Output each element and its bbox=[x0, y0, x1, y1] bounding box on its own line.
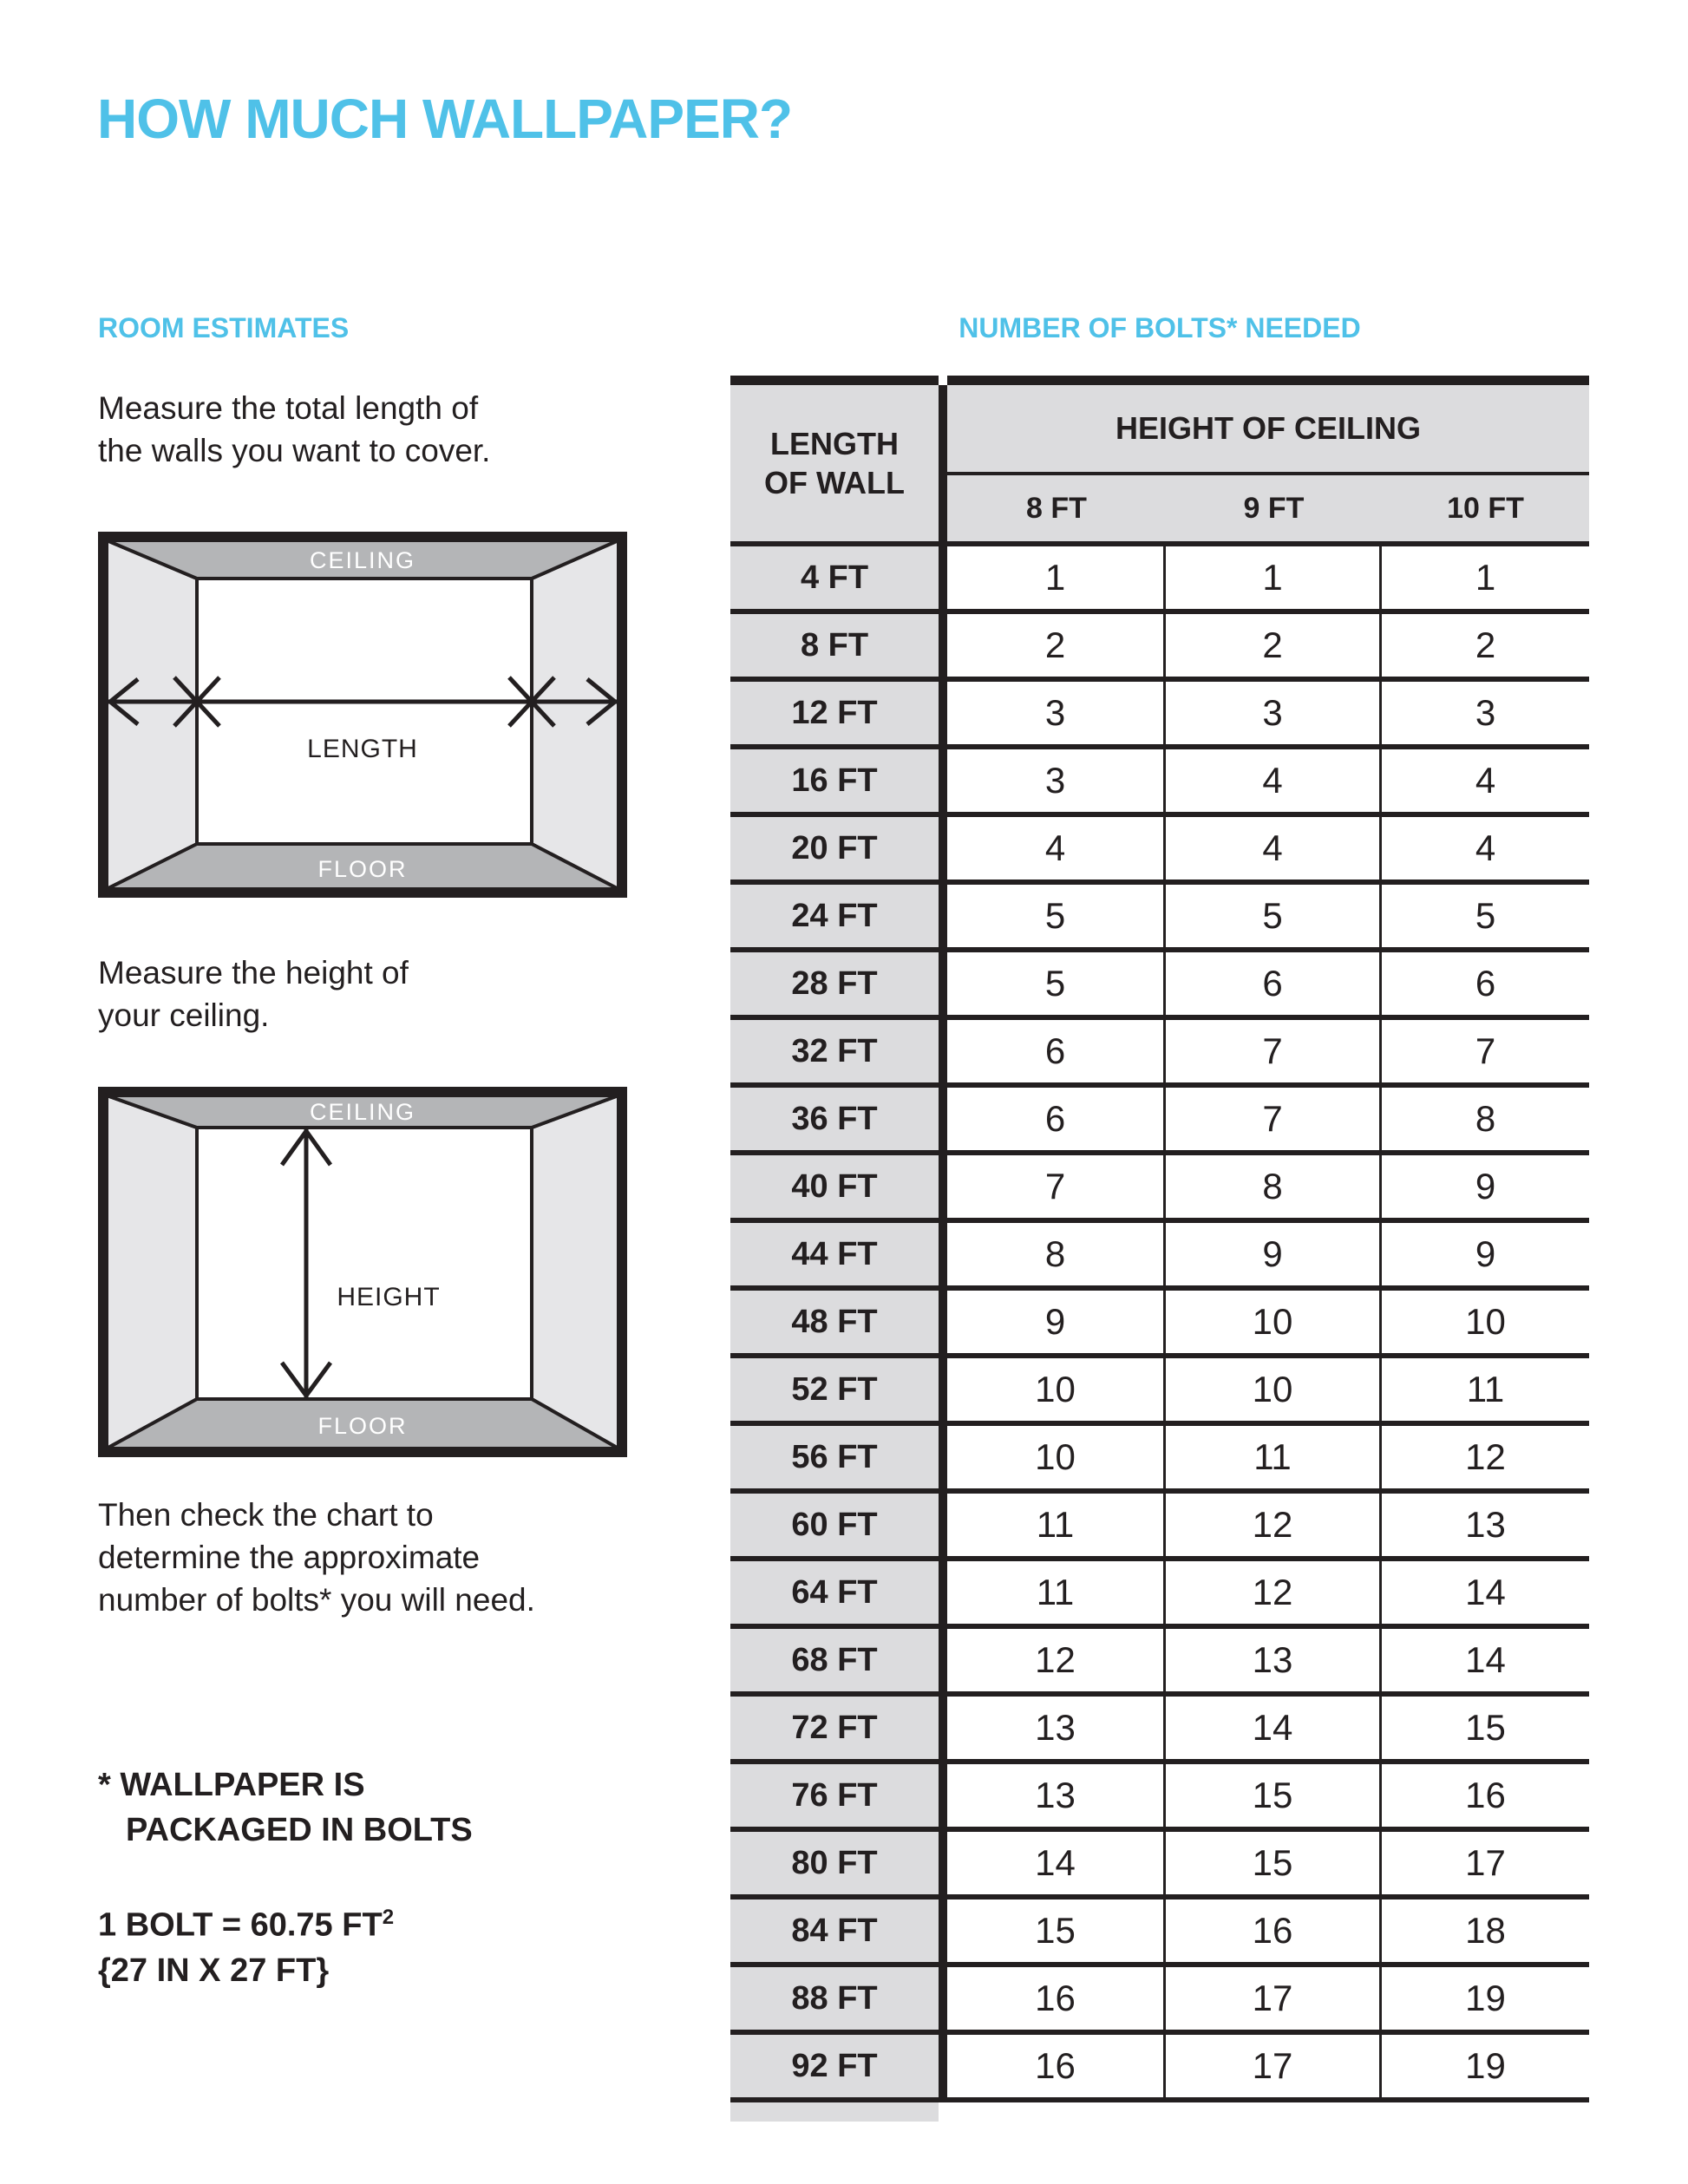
bolts-9ft-value: 5 bbox=[1166, 885, 1382, 947]
height-of-ceiling-label: HEIGHT OF CEILING bbox=[1115, 410, 1421, 446]
column-header-10ft: 10 FT bbox=[1447, 491, 1524, 525]
table-row bbox=[730, 1832, 1589, 1900]
bolts-9ft-value: 7 bbox=[1166, 1020, 1382, 1082]
room-length-diagram bbox=[98, 532, 627, 898]
ceiling-height-columns bbox=[947, 475, 1589, 541]
row-label: 60 FT bbox=[730, 1494, 947, 1556]
table-row bbox=[730, 1629, 1589, 1697]
bolts-8ft-value: 14 bbox=[947, 1832, 1166, 1894]
bolts-10ft-value: 2 bbox=[1475, 624, 1496, 665]
page-title: HOW MUCH WALLPAPER? bbox=[97, 88, 793, 150]
row-label: 64 FT bbox=[730, 1561, 947, 1624]
bolts-9ft-value: 2 bbox=[1166, 614, 1382, 677]
row-label: 56 FT bbox=[730, 1426, 947, 1488]
floor-label: FLOOR bbox=[317, 856, 408, 882]
row-label: 80 FT bbox=[730, 1832, 947, 1894]
bolts-10ft-value: 3 bbox=[1475, 692, 1496, 733]
bolts-8ft-value: 13 bbox=[947, 1764, 1166, 1827]
bolts-9ft-value: 10 bbox=[1166, 1358, 1382, 1421]
step2-line2: your ceiling. bbox=[98, 997, 270, 1033]
bolts-10ft-value: 8 bbox=[1475, 1098, 1496, 1139]
column-header-8ft: 8 FT bbox=[1026, 491, 1087, 525]
bolts-10ft-value: 4 bbox=[1475, 827, 1496, 868]
table-row bbox=[730, 2035, 1589, 2102]
table-bottom-gray-tab bbox=[730, 2102, 939, 2122]
row-label: 24 FT bbox=[730, 885, 947, 947]
bolts-10ft-value: 15 bbox=[1465, 1707, 1506, 1748]
length-of-wall-header bbox=[730, 385, 947, 541]
height-of-ceiling-header bbox=[947, 385, 1589, 541]
bolts-10ft-value: 14 bbox=[1465, 1572, 1506, 1612]
bolts-8ft-value: 7 bbox=[947, 1155, 1166, 1218]
bolts-9ft-value: 4 bbox=[1166, 749, 1382, 812]
bolts-8ft-value: 16 bbox=[947, 1967, 1166, 2030]
bolts-8ft-value: 3 bbox=[947, 682, 1166, 744]
row-label: 8 FT bbox=[730, 614, 947, 677]
bolts-10ft-value: 12 bbox=[1465, 1436, 1506, 1477]
squared-superscript: 2 bbox=[382, 1906, 395, 1929]
row-label: 68 FT bbox=[730, 1629, 947, 1691]
row-label: 72 FT bbox=[730, 1697, 947, 1759]
table-row bbox=[730, 1223, 1589, 1291]
bolts-9ft-value: 17 bbox=[1166, 2035, 1382, 2097]
table-row bbox=[730, 817, 1589, 885]
footnote-line1: * WALLPAPER IS bbox=[98, 1767, 365, 1803]
left-wall-panel bbox=[107, 1095, 197, 1448]
table-row bbox=[730, 952, 1589, 1020]
bolts-10ft-value: 17 bbox=[1465, 1842, 1506, 1883]
bolts-9ft-value: 1 bbox=[1166, 546, 1382, 609]
bolts-10ft-value: 6 bbox=[1475, 963, 1496, 1004]
bolts-10ft-value: 19 bbox=[1465, 2045, 1506, 2086]
bolts-9ft-value: 12 bbox=[1166, 1494, 1382, 1556]
bolts-8ft-value: 2 bbox=[947, 614, 1166, 677]
bolts-10ft-value: 14 bbox=[1465, 1639, 1506, 1680]
step1-text bbox=[98, 387, 490, 472]
column-header-9ft: 9 FT bbox=[1243, 491, 1305, 525]
ceiling-label: CEILING bbox=[309, 1099, 416, 1125]
back-wall bbox=[197, 1128, 532, 1399]
step3-line2: determine the approximate bbox=[98, 1540, 481, 1575]
floor-label: FLOOR bbox=[317, 1413, 408, 1439]
length-of-wall-line1: LENGTH bbox=[770, 426, 899, 461]
bolts-9ft-value: 11 bbox=[1166, 1426, 1382, 1488]
top-border-left-segment bbox=[730, 376, 939, 385]
bolts-8ft-value: 6 bbox=[947, 1088, 1166, 1150]
bolt-equation-base: 1 BOLT = 60.75 FT bbox=[98, 1906, 383, 1944]
bolts-9ft-value: 15 bbox=[1166, 1764, 1382, 1827]
bolts-8ft-value: 5 bbox=[947, 952, 1166, 1015]
bolts-10ft-value: 16 bbox=[1465, 1775, 1506, 1815]
back-wall bbox=[197, 579, 532, 844]
table-header bbox=[730, 385, 1589, 546]
bolts-10ft-value: 10 bbox=[1465, 1301, 1506, 1342]
row-label: 84 FT bbox=[730, 1900, 947, 1962]
step1-line2: the walls you want to cover. bbox=[98, 433, 491, 468]
row-label: 28 FT bbox=[730, 952, 947, 1015]
bolts-8ft-value: 10 bbox=[947, 1358, 1166, 1421]
table-row bbox=[730, 1358, 1589, 1426]
row-label: 48 FT bbox=[730, 1291, 947, 1353]
bolt-equation-line1 bbox=[98, 1895, 394, 1948]
row-label: 16 FT bbox=[730, 749, 947, 812]
bolts-8ft-value: 4 bbox=[947, 817, 1166, 879]
table-row bbox=[730, 1291, 1589, 1358]
length-label: LENGTH bbox=[307, 735, 418, 763]
table-row bbox=[730, 885, 1589, 952]
row-label: 36 FT bbox=[730, 1088, 947, 1150]
bolts-9ft-value: 10 bbox=[1166, 1291, 1382, 1353]
row-label: 20 FT bbox=[730, 817, 947, 879]
bolts-10ft-value: 9 bbox=[1475, 1166, 1496, 1206]
bolts-9ft-value: 15 bbox=[1166, 1832, 1382, 1894]
room-height-diagram bbox=[98, 1087, 627, 1457]
bolts-9ft-value: 17 bbox=[1166, 1967, 1382, 2030]
bolts-8ft-value: 6 bbox=[947, 1020, 1166, 1082]
bolts-table bbox=[730, 376, 1589, 2122]
bolts-8ft-value: 15 bbox=[947, 1900, 1166, 1962]
bolts-10ft-value: 1 bbox=[1475, 557, 1496, 598]
table-row bbox=[730, 1900, 1589, 1967]
footnote-line2: PACKAGED IN BOLTS bbox=[126, 1812, 473, 1848]
step2-line1: Measure the height of bbox=[98, 955, 409, 991]
bolts-8ft-value: 8 bbox=[947, 1223, 1166, 1285]
bolts-10ft-value: 5 bbox=[1475, 895, 1496, 936]
table-row bbox=[730, 1494, 1589, 1561]
table-row bbox=[730, 614, 1589, 682]
table-top-border bbox=[730, 376, 1589, 385]
table-row bbox=[730, 1426, 1589, 1494]
table-row bbox=[730, 1697, 1589, 1764]
table-row bbox=[730, 546, 1589, 614]
bolts-10ft-value: 4 bbox=[1475, 760, 1496, 801]
bolts-9ft-value: 9 bbox=[1166, 1223, 1382, 1285]
row-label: 52 FT bbox=[730, 1358, 947, 1421]
bolts-8ft-value: 1 bbox=[947, 546, 1166, 609]
bolts-8ft-value: 11 bbox=[947, 1561, 1166, 1624]
bolts-9ft-value: 8 bbox=[1166, 1155, 1382, 1218]
bolts-10ft-value: 18 bbox=[1465, 1910, 1506, 1951]
top-border-right-segment bbox=[947, 376, 1589, 385]
bolts-9ft-value: 3 bbox=[1166, 682, 1382, 744]
table-row bbox=[730, 1088, 1589, 1155]
bolts-9ft-value: 7 bbox=[1166, 1088, 1382, 1150]
bolt-equation-line2: {27 IN X 27 FT} bbox=[98, 1952, 330, 1989]
row-label: 92 FT bbox=[730, 2035, 947, 2097]
step1-line1: Measure the total length of bbox=[98, 390, 479, 426]
table-row bbox=[730, 749, 1589, 817]
table-row bbox=[730, 1764, 1589, 1832]
bolts-8ft-value: 10 bbox=[947, 1426, 1166, 1488]
bolts-9ft-value: 13 bbox=[1166, 1629, 1382, 1691]
ceiling-label: CEILING bbox=[309, 547, 416, 573]
bolts-10ft-value: 11 bbox=[1466, 1369, 1505, 1409]
row-label: 76 FT bbox=[730, 1764, 947, 1827]
bolts-10ft-value: 19 bbox=[1465, 1978, 1506, 2018]
bolt-footnote bbox=[98, 1762, 473, 1853]
table-row bbox=[730, 682, 1589, 749]
step3-line1: Then check the chart to bbox=[98, 1497, 434, 1533]
row-label: 4 FT bbox=[730, 546, 947, 609]
bolts-9ft-value: 16 bbox=[1166, 1900, 1382, 1962]
bolts-9ft-value: 14 bbox=[1166, 1697, 1382, 1759]
table-row bbox=[730, 1020, 1589, 1088]
bolts-8ft-value: 5 bbox=[947, 885, 1166, 947]
table-body bbox=[730, 546, 1589, 2102]
bolts-9ft-value: 6 bbox=[1166, 952, 1382, 1015]
row-label: 88 FT bbox=[730, 1967, 947, 2030]
bolts-8ft-value: 12 bbox=[947, 1629, 1166, 1691]
table-row bbox=[730, 1967, 1589, 2035]
table-row bbox=[730, 1155, 1589, 1223]
bolts-8ft-value: 16 bbox=[947, 2035, 1166, 2097]
length-of-wall-line2: OF WALL bbox=[764, 465, 905, 500]
bolts-8ft-value: 13 bbox=[947, 1697, 1166, 1759]
row-label: 12 FT bbox=[730, 682, 947, 744]
step3-line3: number of bolts* you will need. bbox=[98, 1582, 535, 1618]
bolts-needed-heading: NUMBER OF BOLTS* NEEDED bbox=[958, 312, 1361, 343]
step2-text bbox=[98, 951, 409, 1036]
row-label: 44 FT bbox=[730, 1223, 947, 1285]
row-label: 32 FT bbox=[730, 1020, 947, 1082]
top-border-notch bbox=[939, 376, 947, 385]
bolt-equation bbox=[98, 1895, 394, 1993]
bolts-8ft-value: 9 bbox=[947, 1291, 1166, 1353]
height-label: HEIGHT bbox=[337, 1283, 441, 1311]
right-wall-panel bbox=[532, 1095, 618, 1448]
bolts-8ft-value: 11 bbox=[947, 1494, 1166, 1556]
bolts-10ft-value: 9 bbox=[1475, 1233, 1496, 1274]
table-row bbox=[730, 1561, 1589, 1629]
room-estimates-heading: ROOM ESTIMATES bbox=[98, 312, 350, 343]
step3-text bbox=[98, 1494, 535, 1621]
bolts-9ft-value: 12 bbox=[1166, 1561, 1382, 1624]
bolts-9ft-value: 4 bbox=[1166, 817, 1382, 879]
bolts-10ft-value: 13 bbox=[1465, 1504, 1506, 1545]
bolts-10ft-value: 7 bbox=[1475, 1030, 1496, 1071]
bolts-8ft-value: 3 bbox=[947, 749, 1166, 812]
row-label: 40 FT bbox=[730, 1155, 947, 1218]
